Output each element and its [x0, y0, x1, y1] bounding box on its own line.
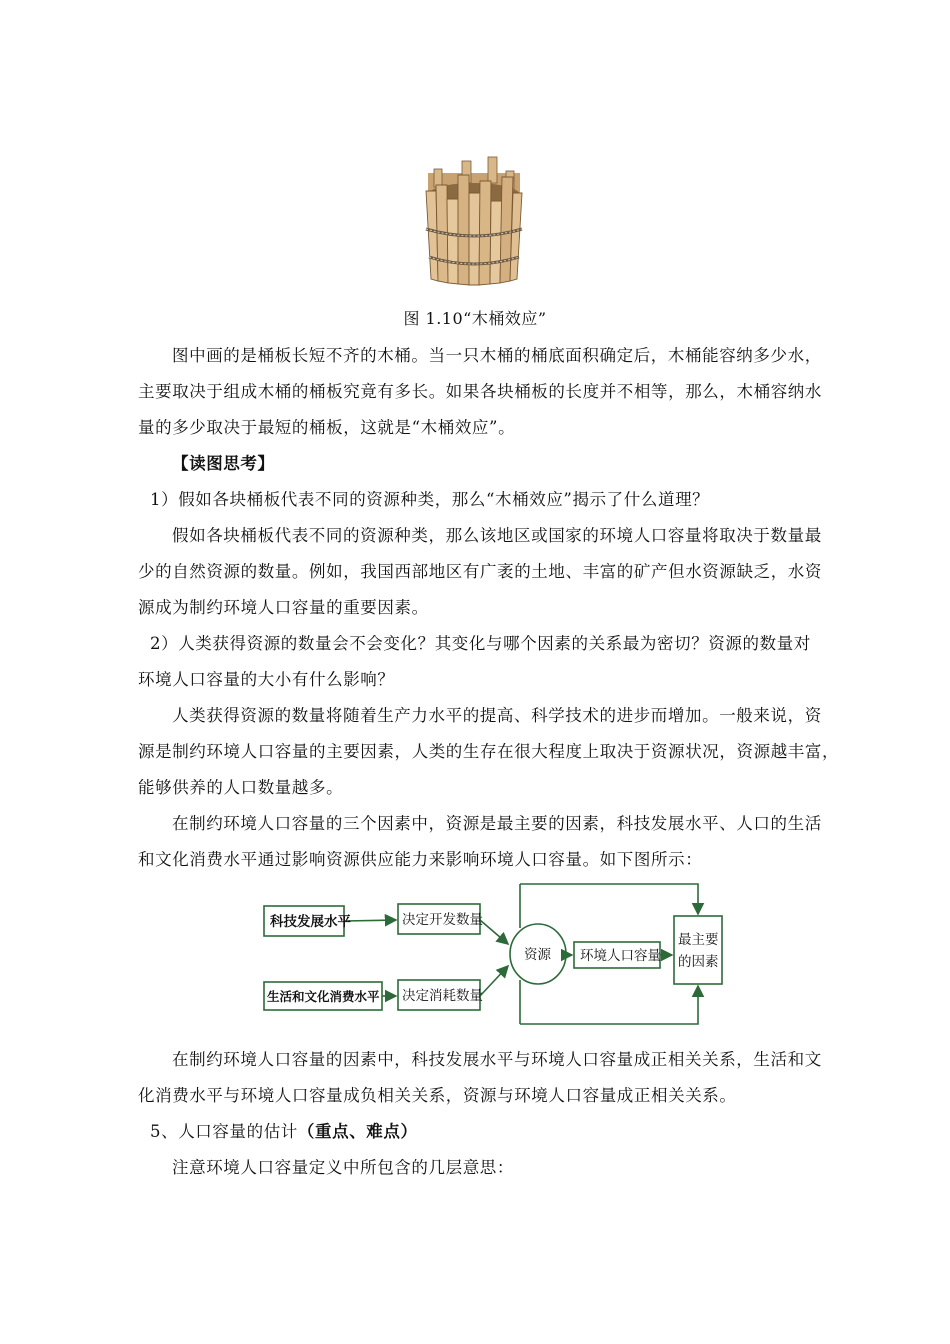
most-important-label-1: 最主要	[678, 932, 719, 948]
answer-1-line-2: 少的自然资源的数量。例如，我国西部地区有广袤的土地、丰富的矿产但水资源缺乏，水资	[138, 562, 822, 581]
decide-develop-label: 决定开发数量	[402, 912, 483, 928]
resource-flowchart	[250, 878, 740, 1028]
para-4-line-1: 在制约环境人口容量的因素中，科技发展水平与环境人口容量成正相关关系，生活和文	[172, 1050, 822, 1069]
wooden-bucket-icon	[418, 155, 530, 287]
intro-line-3: 量的多少取决于最短的桶板，这就是“木桶效应”。	[138, 418, 516, 437]
para-3-line-1: 在制约环境人口容量的三个因素中，资源是最主要的因素，科技发展水平、人口的生活	[172, 814, 822, 833]
answer-2-line-3: 能够供养的人口数量越多。	[138, 778, 344, 797]
intro-line-1: 图中画的是桶板长短不齐的木桶。当一只木桶的桶底面积确定后，木桶能容纳多少水，	[172, 346, 822, 365]
answer-1-line-1: 假如各块桶板代表不同的资源种类，那么该地区或国家的环境人口容量将取决于数量最	[172, 526, 822, 545]
capacity-label: 环境人口容量	[580, 948, 661, 964]
figure-caption: 图 1.10“木桶效应”	[403, 309, 547, 328]
answer-1-line-3: 源成为制约环境人口容量的重要因素。	[138, 598, 429, 617]
resource-label: 资源	[524, 947, 551, 963]
tech-level-label: 科技发展水平	[270, 914, 351, 930]
question-1: 1）假如各块桶板代表不同的资源种类，那么“木桶效应”揭示了什么道理？	[150, 490, 710, 509]
intro-line-2: 主要取决于组成木桶的桶板究竟有多长。如果各块桶板的长度并不相等，那么，木桶容纳水	[138, 382, 822, 401]
answer-2-line-2: 源是制约环境人口容量的主要因素，人类的生存在很大程度上取决于资源状况，资源越丰富，	[138, 742, 840, 761]
living-level-label: 生活和文化消费水平	[267, 989, 380, 1004]
most-important-label-2: 的因素	[678, 954, 719, 970]
question-2-line-2: 环境人口容量的大小有什么影响？	[138, 670, 395, 689]
answer-2-line-1: 人类获得资源的数量将随着生产力水平的提高、科学技术的进步而增加。一般来说，资	[172, 706, 822, 725]
most-important-box	[674, 916, 722, 984]
decide-consume-label: 决定消耗数量	[402, 988, 483, 1004]
section-5-title-text: 5、人口容量的估计	[150, 1122, 298, 1141]
section-5-title	[150, 1122, 830, 1142]
section-5-emphasis: （重点、难点）	[297, 1122, 418, 1141]
section-heading: 【读图思考】	[172, 454, 275, 473]
para-4-line-2: 化消费水平与环境人口容量成负相关关系，资源与环境人口容量成正相关关系。	[138, 1086, 737, 1105]
para-3-line-2: 和文化消费水平通过影响资源供应能力来影响环境人口容量。如下图所示：	[138, 850, 703, 869]
question-2-line-1: 2）人类获得资源的数量会不会变化？其变化与哪个因素的关系最为密切？资源的数量对	[150, 634, 811, 653]
section-5-note: 注意环境人口容量定义中所包含的几层意思：	[172, 1158, 514, 1177]
